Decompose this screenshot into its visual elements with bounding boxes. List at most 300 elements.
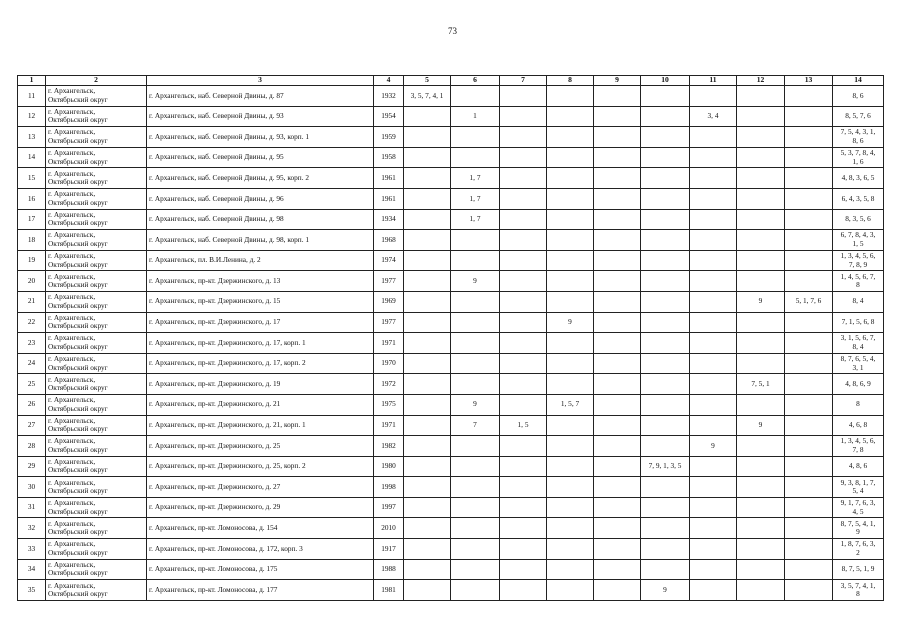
row-number: 33 <box>18 539 46 560</box>
code-cell-c7 <box>500 559 547 580</box>
code-cell-c5 <box>404 106 451 127</box>
code-cell-c5: 3, 5, 7, 4, 1 <box>404 86 451 107</box>
code-cell-c14 <box>833 271 884 292</box>
table-row <box>18 415 884 436</box>
district-cell <box>46 394 147 415</box>
district-line: Октябрьский округ <box>48 465 108 475</box>
code-cell-c10: 9 <box>641 580 690 601</box>
table-row <box>18 209 884 230</box>
code-cell-c10 <box>641 250 690 271</box>
district-line: г. Архангельск, <box>48 312 96 322</box>
code-cell-c10 <box>641 374 690 395</box>
code-cell-c10 <box>641 353 690 374</box>
code-cell-c10 <box>641 271 690 292</box>
code-cell-c13 <box>785 147 833 168</box>
row-number: 27 <box>18 415 46 436</box>
code-cell-c13 <box>785 127 833 148</box>
table-row <box>18 250 884 271</box>
address-cell: г. Архангельск, наб. Северной Двины, д. 98 <box>147 209 374 230</box>
district-line: Октябрьский округ <box>48 115 108 125</box>
code-cell-c13 <box>785 477 833 498</box>
code-cell-c11 <box>690 456 737 477</box>
code-cell-c12: 7, 5, 1 <box>737 374 785 395</box>
c14-line: 7, 1, 5, 6, 8 <box>841 317 875 327</box>
code-cell-c9 <box>594 497 641 518</box>
code-cell-c10 <box>641 559 690 580</box>
code-cell-c10 <box>641 333 690 354</box>
c14-line: 1, 3, 4, 5, 6, <box>840 436 876 446</box>
address-cell: г. Архангельск, пр-кт. Дзержинского, д. 17 <box>147 312 374 333</box>
code-cell-c11 <box>690 312 737 333</box>
address-cell: г. Архангельск, пр-кт. Дзержинского, д. 25 <box>147 436 374 457</box>
table-row <box>18 147 884 168</box>
code-cell-c9 <box>594 333 641 354</box>
code-cell-c14 <box>833 106 884 127</box>
code-cell-c6: 1, 7 <box>451 209 500 230</box>
code-cell-c10 <box>641 291 690 312</box>
c14-line: 8, 7, 6, 5, 4, <box>840 354 876 364</box>
code-cell-c14 <box>833 539 884 560</box>
code-cell-c14 <box>833 518 884 539</box>
c14-line: 8, 7, 5, 4, 1, <box>840 518 876 528</box>
column-header-10: 10 <box>641 76 690 86</box>
code-cell-c5 <box>404 559 451 580</box>
code-cell-c12 <box>737 436 785 457</box>
code-cell-c6: 1 <box>451 106 500 127</box>
code-cell-c14 <box>833 415 884 436</box>
code-cell-c14 <box>833 456 884 477</box>
code-cell-c5 <box>404 353 451 374</box>
code-cell-c8 <box>547 188 594 209</box>
code-cell-c7 <box>500 497 547 518</box>
code-cell-c9 <box>594 271 641 292</box>
district-cell <box>46 436 147 457</box>
code-cell-c8 <box>547 168 594 189</box>
code-cell-c5 <box>404 518 451 539</box>
code-cell-c10 <box>641 188 690 209</box>
c14-line: 3, 1 <box>852 362 864 372</box>
column-header-11: 11 <box>690 76 737 86</box>
address-cell: г. Архангельск, пр-кт. Дзержинского, д. 13 <box>147 271 374 292</box>
code-cell-c13 <box>785 539 833 560</box>
district-cell <box>46 168 147 189</box>
code-cell-c6: 9 <box>451 271 500 292</box>
district-line: Октябрьский округ <box>48 280 108 290</box>
code-cell-c9 <box>594 291 641 312</box>
district-cell <box>46 497 147 518</box>
code-cell-c13 <box>785 415 833 436</box>
table-row <box>18 127 884 148</box>
year-cell: 1970 <box>374 353 404 374</box>
year-cell: 1971 <box>374 333 404 354</box>
code-cell-c8 <box>547 127 594 148</box>
buildings-table <box>17 75 884 601</box>
code-cell-c6 <box>451 477 500 498</box>
year-cell: 1968 <box>374 230 404 251</box>
district-line: г. Архангельск, <box>48 436 96 446</box>
address-cell: г. Архангельск, пр-кт. Дзержинского, д. 19 <box>147 374 374 395</box>
row-number: 25 <box>18 374 46 395</box>
column-header-1: 1 <box>18 76 46 86</box>
code-cell-c12 <box>737 333 785 354</box>
table-row <box>18 374 884 395</box>
code-cell-c6 <box>451 333 500 354</box>
code-cell-c5 <box>404 291 451 312</box>
code-cell-c11: 9 <box>690 436 737 457</box>
code-cell-c12: 9 <box>737 291 785 312</box>
code-cell-c9 <box>594 106 641 127</box>
table-row <box>18 477 884 498</box>
code-cell-c7 <box>500 580 547 601</box>
district-cell <box>46 559 147 580</box>
address-cell: г. Архангельск, пр-кт. Дзержинского, д. 15 <box>147 291 374 312</box>
c14-line: 8, 4 <box>852 341 864 351</box>
table-row <box>18 353 884 374</box>
code-cell-c14 <box>833 559 884 580</box>
code-cell-c7 <box>500 230 547 251</box>
c14-line: 3, 1, 5, 6, 7, <box>840 333 876 343</box>
year-cell: 2010 <box>374 518 404 539</box>
code-cell-c11 <box>690 333 737 354</box>
code-cell-c9 <box>594 394 641 415</box>
code-cell-c7 <box>500 477 547 498</box>
code-cell-c9 <box>594 86 641 107</box>
column-header-3: 3 <box>147 76 374 86</box>
code-cell-c11 <box>690 580 737 601</box>
code-cell-c7 <box>500 291 547 312</box>
c14-line: 8, 4 <box>852 296 864 306</box>
code-cell-c8: 9 <box>547 312 594 333</box>
district-line: г. Архангельск, <box>48 292 96 302</box>
code-cell-c6: 9 <box>451 394 500 415</box>
code-cell-c11 <box>690 86 737 107</box>
year-cell: 1998 <box>374 477 404 498</box>
address-cell: г. Архангельск, пр-кт. Дзержинского, д. 17, корп. 2 <box>147 353 374 374</box>
code-cell-c9 <box>594 539 641 560</box>
code-cell-c14 <box>833 497 884 518</box>
code-cell-c9 <box>594 209 641 230</box>
code-cell-c9 <box>594 518 641 539</box>
year-cell: 1988 <box>374 559 404 580</box>
district-line: Октябрьский округ <box>48 218 108 228</box>
code-cell-c5 <box>404 250 451 271</box>
c14-line: 5, 4 <box>852 486 864 496</box>
district-line: г. Архангельск, <box>48 477 96 487</box>
code-cell-c9 <box>594 415 641 436</box>
code-cell-c13 <box>785 374 833 395</box>
code-cell-c12 <box>737 106 785 127</box>
code-cell-c12 <box>737 250 785 271</box>
code-cell-c12 <box>737 580 785 601</box>
address-cell: г. Архангельск, наб. Северной Двины, д. 93, корп. 1 <box>147 127 374 148</box>
c14-line: 9, 1, 7, 6, 3, <box>840 498 876 508</box>
code-cell-c12 <box>737 127 785 148</box>
code-cell-c11 <box>690 415 737 436</box>
column-header-7: 7 <box>500 76 547 86</box>
address-cell: г. Архангельск, наб. Северной Двины, д. 98, корп. 1 <box>147 230 374 251</box>
table-row <box>18 312 884 333</box>
district-line: г. Архангельск, <box>48 230 96 240</box>
row-number: 32 <box>18 518 46 539</box>
code-cell-c6 <box>451 518 500 539</box>
code-cell-c10 <box>641 127 690 148</box>
column-header-9: 9 <box>594 76 641 86</box>
column-header-6: 6 <box>451 76 500 86</box>
code-cell-c14 <box>833 250 884 271</box>
c14-line: 9 <box>856 527 860 537</box>
address-cell: г. Архангельск, наб. Северной Двины, д. 95 <box>147 147 374 168</box>
code-cell-c13 <box>785 518 833 539</box>
code-cell-c14 <box>833 230 884 251</box>
code-cell-c12 <box>737 271 785 292</box>
district-cell <box>46 188 147 209</box>
code-cell-c10: 7, 9, 1, 3, 5 <box>641 456 690 477</box>
code-cell-c12: 9 <box>737 415 785 436</box>
code-cell-c8 <box>547 209 594 230</box>
district-cell <box>46 230 147 251</box>
code-cell-c13 <box>785 497 833 518</box>
code-cell-c8 <box>547 497 594 518</box>
table-row <box>18 271 884 292</box>
district-line: Октябрьский округ <box>48 403 108 413</box>
district-line: г. Архангельск, <box>48 209 96 219</box>
code-cell-c12 <box>737 456 785 477</box>
code-cell-c12 <box>737 353 785 374</box>
code-cell-c11 <box>690 291 737 312</box>
table-row <box>18 230 884 251</box>
district-cell <box>46 539 147 560</box>
code-cell-c6 <box>451 291 500 312</box>
code-cell-c5 <box>404 580 451 601</box>
code-cell-c13 <box>785 86 833 107</box>
c14-line: 1, 6 <box>852 156 864 166</box>
code-cell-c6: 1, 7 <box>451 188 500 209</box>
code-cell-c7 <box>500 271 547 292</box>
code-cell-c8 <box>547 539 594 560</box>
page-number: 73 <box>448 26 457 36</box>
code-cell-c14 <box>833 436 884 457</box>
header-row <box>18 76 884 86</box>
table-row <box>18 333 884 354</box>
district-line: г. Архангельск, <box>48 251 96 261</box>
code-cell-c8 <box>547 230 594 251</box>
district-cell <box>46 353 147 374</box>
district-line: Октябрьский округ <box>48 156 108 166</box>
code-cell-c6 <box>451 250 500 271</box>
district-line: г. Архангельск, <box>48 127 96 137</box>
code-cell-c5 <box>404 271 451 292</box>
code-cell-c11 <box>690 271 737 292</box>
code-cell-c7 <box>500 456 547 477</box>
row-number: 19 <box>18 250 46 271</box>
district-line: г. Архангельск, <box>48 456 96 466</box>
code-cell-c8: 1, 5, 7 <box>547 394 594 415</box>
c14-line: 8, 6 <box>852 90 864 100</box>
code-cell-c7: 1, 5 <box>500 415 547 436</box>
row-number: 28 <box>18 436 46 457</box>
code-cell-c9 <box>594 188 641 209</box>
c14-line: 3, 5, 7, 4, 1, <box>840 580 876 590</box>
year-cell: 1981 <box>374 580 404 601</box>
code-cell-c5 <box>404 374 451 395</box>
code-cell-c5 <box>404 333 451 354</box>
code-cell-c5 <box>404 147 451 168</box>
code-cell-c8 <box>547 147 594 168</box>
code-cell-c11 <box>690 147 737 168</box>
table-row <box>18 518 884 539</box>
code-cell-c12 <box>737 559 785 580</box>
row-number: 20 <box>18 271 46 292</box>
c14-line: 7, 5, 4, 3, 1, <box>840 127 876 137</box>
column-header-14: 14 <box>833 76 884 86</box>
code-cell-c12 <box>737 209 785 230</box>
code-cell-c6 <box>451 86 500 107</box>
c14-line: 8, 5, 7, 6 <box>845 111 871 121</box>
code-cell-c11 <box>690 539 737 560</box>
code-cell-c6 <box>451 456 500 477</box>
table-row <box>18 86 884 107</box>
c14-line: 1, 8, 7, 6, 3, <box>840 539 876 549</box>
code-cell-c13 <box>785 580 833 601</box>
code-cell-c11 <box>690 477 737 498</box>
district-cell <box>46 580 147 601</box>
code-cell-c7 <box>500 86 547 107</box>
district-line: Октябрьский округ <box>48 177 108 187</box>
c14-line: 4, 8, 6 <box>848 461 868 471</box>
code-cell-c14 <box>833 477 884 498</box>
district-line: Октябрьский округ <box>48 527 108 537</box>
row-number: 11 <box>18 86 46 107</box>
code-cell-c10 <box>641 230 690 251</box>
code-cell-c12 <box>737 539 785 560</box>
code-cell-c9 <box>594 312 641 333</box>
row-number: 29 <box>18 456 46 477</box>
code-cell-c8 <box>547 436 594 457</box>
code-cell-c7 <box>500 394 547 415</box>
address-cell: г. Архангельск, наб. Северной Двины, д. 93 <box>147 106 374 127</box>
district-cell <box>46 106 147 127</box>
code-cell-c13 <box>785 456 833 477</box>
district-line: Октябрьский округ <box>48 238 108 248</box>
code-cell-c8 <box>547 106 594 127</box>
year-cell: 1958 <box>374 147 404 168</box>
code-cell-c5 <box>404 188 451 209</box>
code-cell-c9 <box>594 436 641 457</box>
row-number: 34 <box>18 559 46 580</box>
row-number: 18 <box>18 230 46 251</box>
code-cell-c8 <box>547 456 594 477</box>
code-cell-c13 <box>785 188 833 209</box>
code-cell-c12 <box>737 168 785 189</box>
district-line: Октябрьский округ <box>48 135 108 145</box>
district-cell <box>46 415 147 436</box>
column-header-8: 8 <box>547 76 594 86</box>
c14-line: 7, 8, 9 <box>848 259 868 269</box>
district-line: г. Архангельск, <box>48 106 96 116</box>
code-cell-c6 <box>451 580 500 601</box>
code-cell-c10 <box>641 436 690 457</box>
code-cell-c7 <box>500 127 547 148</box>
code-cell-c7 <box>500 333 547 354</box>
code-cell-c8 <box>547 580 594 601</box>
table-row <box>18 168 884 189</box>
address-cell: г. Архангельск, пр-кт. Дзержинского, д. 25, корп. 2 <box>147 456 374 477</box>
year-cell: 1961 <box>374 188 404 209</box>
year-cell: 1972 <box>374 374 404 395</box>
table-row <box>18 580 884 601</box>
table-body <box>18 86 884 601</box>
code-cell-c6 <box>451 559 500 580</box>
column-header-13: 13 <box>785 76 833 86</box>
code-cell-c12 <box>737 518 785 539</box>
table-row <box>18 456 884 477</box>
district-cell <box>46 374 147 395</box>
c14-line: 1, 5 <box>852 238 864 248</box>
year-cell: 1959 <box>374 127 404 148</box>
code-cell-c10 <box>641 106 690 127</box>
address-cell: г. Архангельск, пр-кт. Дзержинского, д. 21, корп. 1 <box>147 415 374 436</box>
code-cell-c14 <box>833 127 884 148</box>
table-row <box>18 436 884 457</box>
code-cell-c8 <box>547 415 594 436</box>
year-cell: 1954 <box>374 106 404 127</box>
row-number: 21 <box>18 291 46 312</box>
code-cell-c11 <box>690 374 737 395</box>
address-cell: г. Архангельск, наб. Северной Двины, д. 96 <box>147 188 374 209</box>
code-cell-c9 <box>594 559 641 580</box>
code-cell-c10 <box>641 168 690 189</box>
c14-line: 8 <box>856 589 860 599</box>
district-line: Октябрьский округ <box>48 506 108 516</box>
c14-line: 8, 3, 5, 6 <box>845 214 871 224</box>
code-cell-c12 <box>737 188 785 209</box>
address-cell: г. Архангельск, пр-кт. Ломоносова, д. 154 <box>147 518 374 539</box>
district-cell <box>46 127 147 148</box>
code-cell-c14 <box>833 353 884 374</box>
district-line: Октябрьский округ <box>48 589 108 599</box>
code-cell-c7 <box>500 188 547 209</box>
code-cell-c11 <box>690 497 737 518</box>
row-number: 13 <box>18 127 46 148</box>
year-cell: 1934 <box>374 209 404 230</box>
code-cell-c9 <box>594 374 641 395</box>
code-cell-c14 <box>833 147 884 168</box>
year-cell: 1974 <box>374 250 404 271</box>
code-cell-c7 <box>500 374 547 395</box>
code-cell-c7 <box>500 106 547 127</box>
code-cell-c11 <box>690 230 737 251</box>
district-cell <box>46 333 147 354</box>
address-cell: г. Архангельск, пл. В.И.Ленина, д. 2 <box>147 250 374 271</box>
code-cell-c13 <box>785 353 833 374</box>
year-cell: 1961 <box>374 168 404 189</box>
code-cell-c10 <box>641 415 690 436</box>
district-line: Октябрьский округ <box>48 197 108 207</box>
district-line: г. Архангельск, <box>48 415 96 425</box>
code-cell-c8 <box>547 291 594 312</box>
column-header-2: 2 <box>46 76 147 86</box>
code-cell-c8 <box>547 250 594 271</box>
district-cell <box>46 209 147 230</box>
year-cell: 1997 <box>374 497 404 518</box>
c14-line: 6, 4, 3, 5, 8 <box>841 193 875 203</box>
column-header-4: 4 <box>374 76 404 86</box>
district-line: Октябрьский округ <box>48 341 108 351</box>
district-line: Октябрьский округ <box>48 300 108 310</box>
code-cell-c13 <box>785 333 833 354</box>
code-cell-c10 <box>641 477 690 498</box>
c14-line: 8 <box>856 399 860 409</box>
